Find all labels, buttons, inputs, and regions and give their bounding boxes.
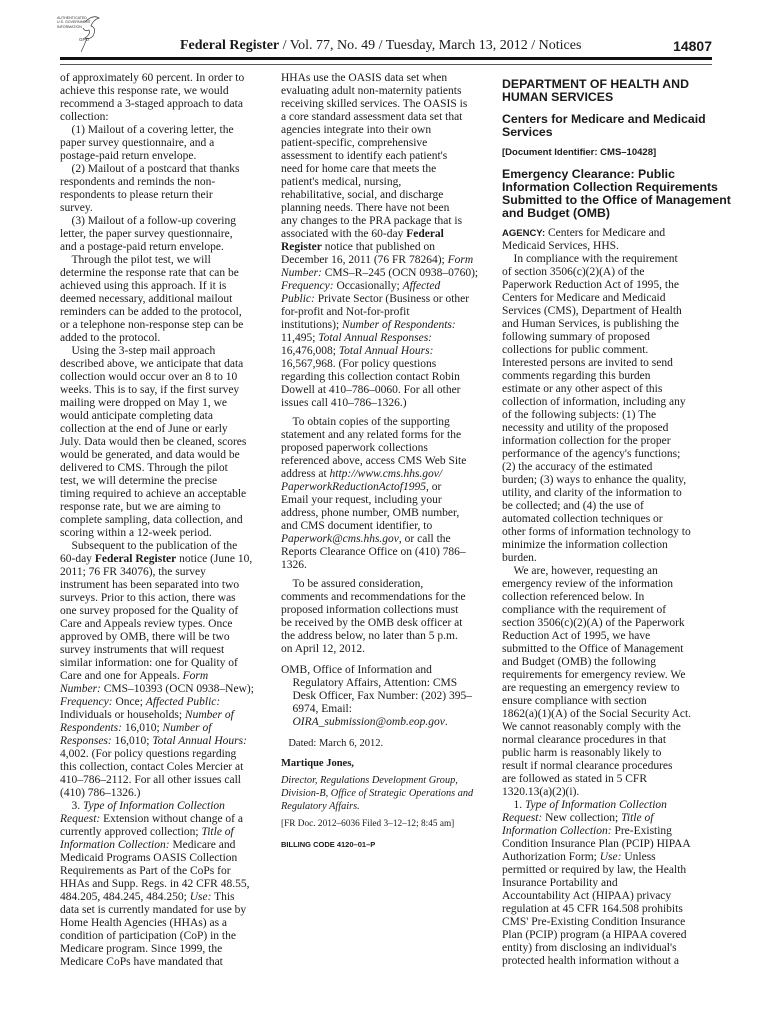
italic-term: Total Annual Responses: xyxy=(318,332,433,344)
italic-term: Paperwork@cms.hhs.gov xyxy=(281,533,399,545)
paragraph xyxy=(281,416,495,572)
italic-term: Type of Information Collection Request: xyxy=(60,800,225,825)
text-run: . xyxy=(444,716,448,728)
paragraph xyxy=(60,72,274,124)
text-run: (1) Mailout of a covering letter, the paper survey questionnaire, and a postage-paid return envelope. xyxy=(60,124,234,162)
document-identifier xyxy=(502,147,716,159)
italic-term: Affected Public: xyxy=(145,696,221,708)
gpo-label: GPO xyxy=(79,37,90,42)
text-run: CMS–R–245 (OCN 0938–0760); xyxy=(324,267,479,279)
bold-term: Federal Register xyxy=(281,228,444,253)
paragraph xyxy=(60,124,274,163)
italic-term: Total Annual Hours: xyxy=(338,345,434,357)
italic-term: Frequency: xyxy=(281,280,334,292)
paragraph xyxy=(281,72,495,410)
italic-term: Total Annual Hours: xyxy=(152,735,247,747)
text-run: 16,476,008; xyxy=(281,345,336,357)
agency-heading xyxy=(502,78,716,104)
text-run: Individuals or households; xyxy=(60,709,183,721)
signer-title xyxy=(281,774,495,813)
text-run: Using the 3-step mail approach described above, we anticipate that data collection would occur over an 8 to 10 weeks. This is to say, if the first survey mailing were dropped on May 1, we would anticipate completing data collection at the end of June or early July. Data would then be cleaned, scores would be generated, and data would be delivered to CMS. Through the pilot test, we will determine the precise timing required to achieve an acceptable response rate, but we are aiming to complete sampling, data collection, and scoring within a 12-week period. xyxy=(60,345,247,539)
header-rule-thick xyxy=(60,57,712,60)
text-run: 16,010; xyxy=(111,735,153,747)
signer-name xyxy=(281,757,495,770)
paragraph xyxy=(502,799,716,968)
text-run: DEPARTMENT OF HEALTH AND HUMAN SERVICES xyxy=(502,77,689,104)
journal-name: Federal Register xyxy=(180,38,280,53)
text-run: To be assured consideration, comments and recommendations for the proposed information collections must be received by the OMB desk officer at the address below, no later than 5 p.m. on April 12, 2012. xyxy=(281,578,466,655)
text-run: Unless permitted or required by law, the Health Insurance Portability and Accountability Act (HIPAA) privacy regulation at 45 CFR 164.508 prohibits CMS' Pre-Existing Condition Insurance Plan (PCIP) program (a HIPAA covered entity) from disclosing an individual's protected health information without a xyxy=(502,851,687,967)
text-run: Through the pilot test, we will determine the response rate that can be achieved using this approach. If it is deemed necessary, additional mailout reminders can be added to the protocol, or a telephone non-response step can be added to the protocol. xyxy=(60,254,244,344)
text-run: To obtain copies of the supporting statement and any related forms for the proposed paperwork collections referenced above, access CMS Web Site address at xyxy=(281,416,467,480)
column-2 xyxy=(281,72,495,851)
text-run: Medicare and Medicaid Programs OASIS Collection Requirements as Part of the CoPs for HHAs and Supp. Regs. in 42 CFR 48.55, 484.205, 484.245, 484.250; xyxy=(60,839,250,903)
text-run: notice that published on December 16, 2011 (76 FR 78264); xyxy=(281,241,445,266)
text-run: Centers for Medicare and Medicaid Services xyxy=(502,112,706,139)
text-run: 1. xyxy=(513,799,525,811)
notice-title xyxy=(502,167,731,220)
bold-term: Federal Register xyxy=(94,553,177,565)
italic-term: Number of Responses: xyxy=(60,722,212,747)
paragraph xyxy=(60,215,274,254)
text-run: 3. xyxy=(71,800,83,812)
text-run: Subsequent to the publication of the 60-day xyxy=(60,540,238,565)
text-run: Director, Regulations Development Group, Division-B, Office of Strategic Operations and Regulatory Affairs. xyxy=(281,775,474,812)
subagency-heading xyxy=(502,113,716,139)
running-header xyxy=(60,38,712,54)
text-run: 11,495; xyxy=(281,332,316,344)
italic-term: Affected Public: xyxy=(281,280,441,305)
text-run: Extension without change of a currently approved collection; xyxy=(60,813,243,838)
paragraph xyxy=(502,227,716,253)
text-run: OMB, Office of Information and Regulatory Affairs, Attention: CMS Desk Officer, Fax Number: (202) 395– 6974, Email: xyxy=(281,664,472,715)
italic-term: Number of Respondents: xyxy=(342,319,456,331)
text-run: Emergency Clearance: Public Information Collection Requirements Submitted to the Office of Management and Budget (OMB) xyxy=(502,167,731,220)
fr-doc-line xyxy=(281,818,495,831)
italic-term: Form Number: xyxy=(60,670,209,695)
issue-info: / Vol. 77, No. 49 / Tuesday, March 13, 2012 / Notices xyxy=(279,38,582,53)
text-run: BILLING CODE 4120–01–P xyxy=(281,840,376,849)
italic-term: Title of Information Collection: xyxy=(60,826,234,851)
text-run: Pre-Existing Condition Insurance Plan (PCIP) HIPAA Authorization Form; xyxy=(502,825,691,863)
paragraph xyxy=(60,345,274,540)
text-run: CMS–10393 (OCN 0938–New); xyxy=(103,683,254,695)
text-run: New collection; xyxy=(542,812,622,824)
italic-term: Use: xyxy=(599,851,622,863)
paragraph xyxy=(60,800,274,969)
dated-line xyxy=(281,737,495,750)
italic-term: http://www.cms.hhs.gov/ PaperworkReductionActof1995 xyxy=(281,468,443,493)
text-run: Martique Jones, xyxy=(281,758,354,769)
paragraph xyxy=(60,163,274,215)
text-run: 16,010; xyxy=(121,722,163,734)
text-run: Once; xyxy=(112,696,146,708)
italic-term: Title of Information Collection: xyxy=(502,812,654,837)
italic-term: Form Number: xyxy=(281,254,474,279)
text-run: notice (June 10, 2011; 76 FR 34076), the survey instrument has been separated into two surveys. Prior to this action, there was one survey proposed for the Quality of Care and Appeals review types. Once approved by OMB, there will be two survey instruments that will request similar information: one for Quality of Care and one for Appeals. xyxy=(60,553,253,682)
header-rule-thin xyxy=(60,64,712,65)
text-run: (2) Mailout of a postcard that thanks respondents and reminds the non- respondents to please return their survey. xyxy=(60,163,240,214)
paragraph xyxy=(60,254,274,345)
paragraph xyxy=(502,565,716,799)
bold-term: AGENCY: xyxy=(502,228,546,239)
italic-term: Type of Information Collection Request: xyxy=(502,799,667,824)
text-run: We are, however, requesting an emergency review of the information collection referenced below. In compliance with the requirement of section 3506(c)(2)(A) of the Paperwork Reduction Act of 1995, we have submitted to the Office of Management and Budget (OMB) the following requirements for emergency review. We are requesting an emergency review to ensure compliance with section 1862(a)(1)(A) of the Social Security Act. We cannot reasonably comply with the normal clearance procedures in that public harm is reasonably likely to result if normal clearance procedures are followed as stated in 5 CFR 1320.13(a)(2)(i). xyxy=(502,565,692,798)
page-number: 14807 xyxy=(673,38,712,54)
text-run: , or Email your request, including your address, phone number, OMB number, and CMS document identifier, to xyxy=(281,481,460,532)
italic-term: Frequency: xyxy=(60,696,113,708)
italic-term: OIRA_submission@omb.eop.gov xyxy=(292,716,445,728)
text-run: of approximately 60 percent. In order to achieve this response rate, we would recommend a 3-staged approach to data collection: xyxy=(60,72,245,123)
column-1 xyxy=(60,72,274,969)
italic-term: Number of Respondents: xyxy=(60,709,234,734)
text-run: HHAs use the OASIS data set when evaluating adult non-maternity patients receiving skilled services. The OASIS is a core standard assessment data set that agencies integrate into their own patient-specific, comprehensive assessment to identify each patient's need for home care that meets the patient's medical, nursing, rehabilitative, social, and discharge planning needs. There have not been any changes to the PRA package that is associated with the 60-day xyxy=(281,72,468,240)
text-run: Centers for Medicare and Medicaid Services, HHS. xyxy=(502,227,666,252)
text-run: Private Sector (Business or other for-profit and Not-for-profit institutions); xyxy=(281,293,470,331)
header-citation xyxy=(180,38,581,54)
text-run: In compliance with the requirement of section 3506(c)(2)(A) of the Paperwork Reduction Act of 1995, the Centers for Medicare and Medicaid Services (CMS), Department of Health and Human Services, is publishing the following summary of proposed collections for public comment. Interested persons are invited to send comments regarding this burden estimate or any other aspect of this collection of information, including any of the following subjects: (1) The necessity and utility of the proposed information collection for the proper performance of the agency's functions; (2) the accuracy of the estimated burden; (3) ways to enhance the quality, utility, and clarity of the information to be collected; and (4) the use of automated collection techniques or other forms of information technology to minimize the information collection burden. xyxy=(502,253,691,564)
text-run: Occasionally; xyxy=(333,280,403,292)
paragraph xyxy=(502,253,716,565)
text-run: Dated: March 6, 2012. xyxy=(288,738,384,749)
paragraph xyxy=(60,540,274,800)
column-3 xyxy=(502,72,731,968)
text-run: (3) Mailout of a follow-up covering letter, the paper survey questionnaire, and a postage-paid return envelope. xyxy=(60,215,236,253)
text-run: 16,567,968. (For policy questions regarding this collection contact Robin Dowell at 410–786–0060. For all other issues call 410–786–1326.) xyxy=(281,358,461,409)
text-run: 4,002. (For policy questions regarding this collection, contact Coles Mercier at 410–786–2112. For all other issues call (410) 786–1326.) xyxy=(60,748,244,799)
billing-code xyxy=(281,838,495,851)
text-run: [Document Identifier: CMS–10428] xyxy=(502,147,657,158)
italic-term: Use: xyxy=(189,891,212,903)
logo-text: AUTHENTICATED U.S. GOVERNMENT INFORMATION xyxy=(57,16,91,29)
paragraph xyxy=(281,578,495,656)
text-run: This data set is currently mandated for use by Home Health Agencies (HHAs) as a condition of participation (CoP) in the Medicare program. Since 1999, the Medicare CoPs have mandated that xyxy=(60,891,247,968)
text-run: [FR Doc. 2012–6036 Filed 3–12–12; 8:45 am] xyxy=(281,819,455,829)
paragraph xyxy=(281,664,495,729)
text-run: , or call the Reports Clearance Office on (410) 786– 1326. xyxy=(281,533,466,571)
